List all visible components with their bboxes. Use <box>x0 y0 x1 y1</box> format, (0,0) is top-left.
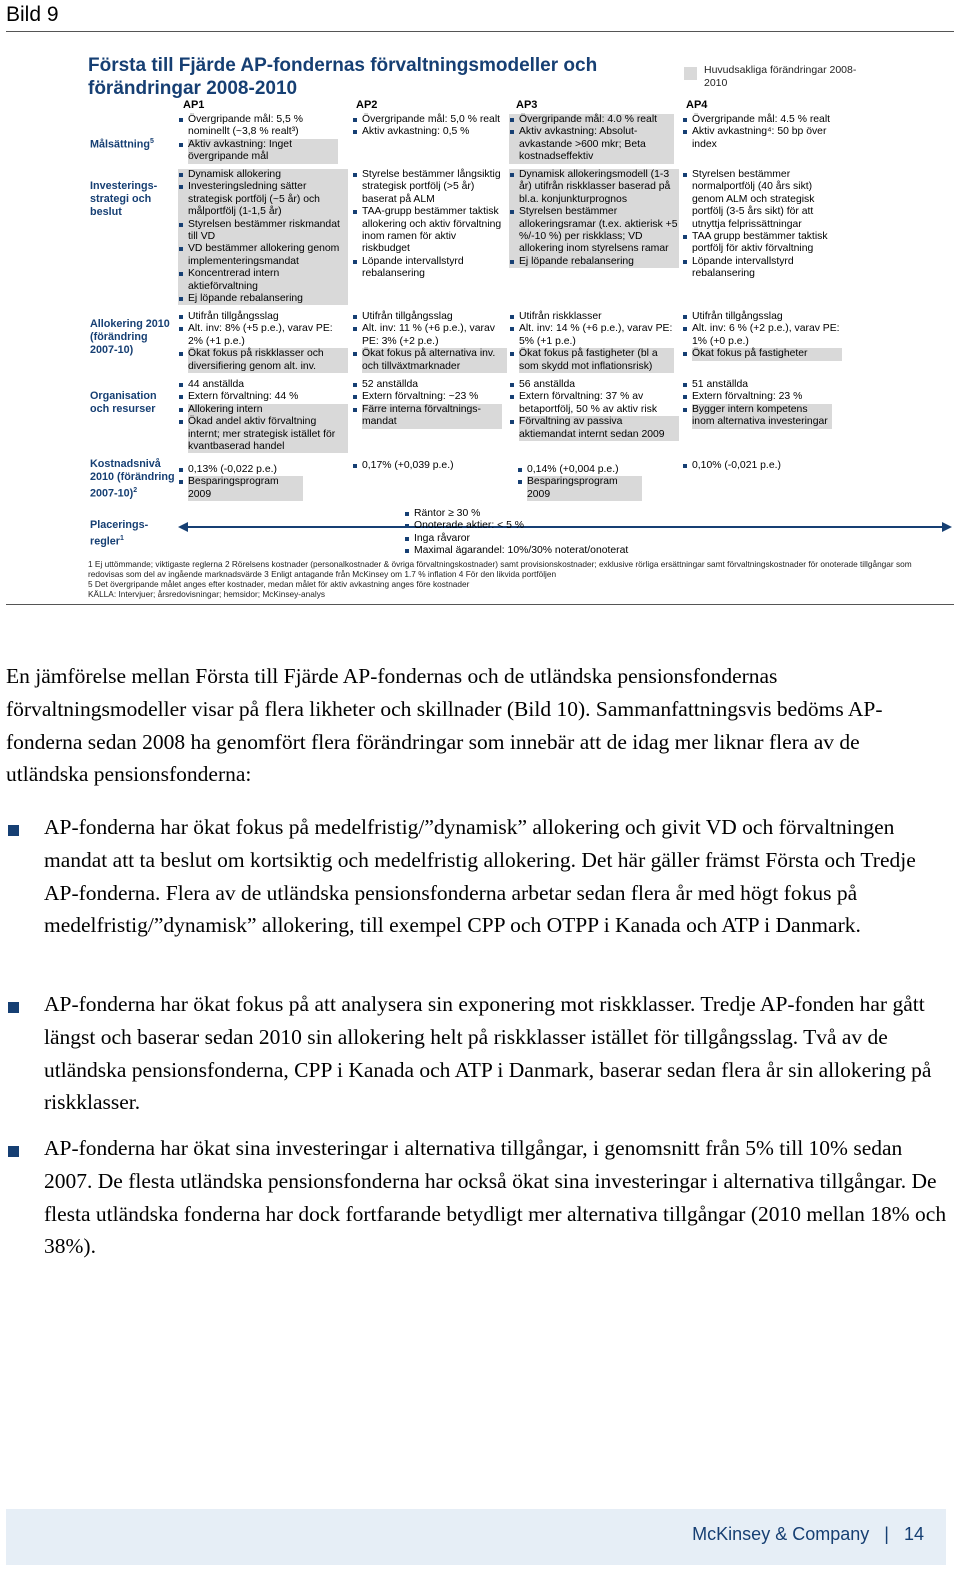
cell-item: Inga råvaror <box>414 533 628 545</box>
cell-item: TAA grupp bestämmer taktisk portfölj för aktiv förvaltning <box>692 231 832 256</box>
bullet-text: AP-fonderna har ökat fokus på medelfristig/”dynamisk” allokering och givit VD och förvaltningen mandat att ta beslut om kortsiktig och medelfristig allokering. Det här gäller främst Första och Tredje AP-fonderna. Flera av de utländska pensionsfonderna arbetar sedan flera år med högt fokus på medelfristig/”dynamisk” allokering, till exempel CPP och OTPP i Kanada och ATP i Danmark. <box>44 815 916 938</box>
cell-investering-ap3 <box>509 169 679 268</box>
cell-item: Extern förvaltning: ~23 % <box>362 391 502 403</box>
cell-allokering-ap1 <box>178 311 348 373</box>
page-number: 14 <box>903 1524 924 1544</box>
legend-swatch <box>684 67 697 80</box>
footnote: 1 Ej uttömmande; viktigaste reglerna 2 Rörelsens kostnader (personalkostnader & övriga förvaltningskostnader) samt provisionskostnader; exklusive rörliga ersättningar samt förvaltningskostnader för onoterade tillgångar som redovisas som del av ingående marknadsvärde 3 Enligt antagande från McKinsey om 1.7 % inflation 4 För den likvida portföljen <box>88 559 912 579</box>
cell-item: Ökat fokus på alternativa inv. och tillväxtmarknader <box>362 348 507 373</box>
cell-allokering-ap3 <box>509 311 674 373</box>
cell-item: 52 anställda <box>362 379 502 391</box>
bullet-square-icon <box>8 825 19 836</box>
cell-item: Alt. inv: 14 % (+6 p.e.), varav PE: 5% (+1 p.e.) <box>519 323 673 347</box>
cell-item: Aktiv avkastning: Inget övergripande mål <box>188 139 338 164</box>
cell-item: 0,13% (-0,022 p.e.) <box>188 464 303 476</box>
cell-item: Färre interna förvaltnings-mandat <box>362 404 502 429</box>
cell-item: Övergripande mål: 4.5 % realt <box>692 114 831 125</box>
cell-item: Ökad andel aktiv förvaltning internt; mer strategisk istället för kvantbaserad handel <box>188 416 348 453</box>
cell-item: Extern förvaltning: 44 % <box>188 391 348 403</box>
cell-malsattning-ap4 <box>682 114 832 151</box>
cell-investering-ap1 <box>178 169 348 305</box>
cell-allokering-ap2 <box>352 311 507 373</box>
cell-item: Bygger intern kompetens inom alternativa investeringar <box>692 404 832 429</box>
cell-item: Styrelsen bestämmer allokeringsramar (t.ex. aktierisk +5 %/-10 %) per riskklass; VD allokering inom styrelsens ramar <box>519 206 678 255</box>
cell-investering-ap4 <box>682 169 832 281</box>
cell-item: Utifrån tillgångsslag <box>188 311 348 323</box>
cell-item: Styrelsen bestämmer normalportfölj (40 års sikt) genom ALM och strategisk portfölj (3-5 års sikt) för att utnyttja felprissättningar <box>692 169 832 231</box>
cell-kostnad-ap2 <box>352 460 502 472</box>
body-paragraph: En jämförelse mellan Första till Fjärde AP-fondernas och de utländska pensionsfondernas förvaltningsmodeller visar på flera likheter och skillnader (Bild 10). Sammanfattningsvis bedöms AP-fonderna sedan 2008 ha genomfört flera förändringar som innebär att de idag mer liknar flera av de utländska pensionsfonderna: <box>6 664 883 787</box>
cell-item: Investeringsledning sätter strategisk portfölj (~5 år) och målportfölj (1-1,5 år) <box>188 181 348 218</box>
footnote: KÄLLA: Intervjuer; årsredovisningar; hemsidor; McKinsey-analys <box>88 589 326 599</box>
cell-item: Extern förvaltning: 23 % <box>692 391 832 403</box>
cell-kostnad-ap3 <box>517 464 642 501</box>
cell-item: Utifrån tillgångsslag <box>692 311 842 323</box>
figure-title: Första till Fjärde AP-fondernas förvaltningsmodeller och förändringar 2008-2010 <box>88 55 598 99</box>
cell-item: Ej löpande rebalansering <box>188 293 348 305</box>
cell-placeringsregler <box>404 508 628 558</box>
cell-item: Räntor ≥ 30 % <box>414 508 628 520</box>
cell-item: Löpande intervallstyrd rebalansering <box>692 256 832 281</box>
row-label-placeringsregler: Placerings-regler$^1$ <box>90 519 149 548</box>
cell-item: Aktiv avkastning: Absolut-avkastande >600 mkr; Beta kostnadseffektiv <box>519 126 674 163</box>
cell-item: Ökat fokus på fastigheter (bl a som skydd mot inflationsrisk) <box>519 348 674 373</box>
cell-item: 0,17% (+0,039 p.e.) <box>362 460 502 472</box>
cell-item: Utifrån tillgångsslag <box>362 311 507 323</box>
cell-item: Alt. inv: 6 % (+2 p.e.), varav PE: 1% (+0 p.e.) <box>692 323 842 348</box>
page-footer <box>6 1509 946 1565</box>
cell-item: Löpande intervallstyrd rebalansering <box>362 256 502 281</box>
cell-item: Onoterade aktier: < 5 % <box>414 520 628 532</box>
cell-malsattning-ap1 <box>178 114 338 164</box>
cell-organisation-ap2 <box>352 379 502 429</box>
cell-item: Aktiv avkastning⁴: 50 bp över index <box>692 126 832 151</box>
row-label-malsattning: Målsättning$^5$ <box>90 138 154 151</box>
cell-item: Besparingsprogram 2009 <box>527 476 642 501</box>
cell-item: Allokering intern <box>188 404 348 416</box>
cell-item: Dynamisk allokeringsmodell (1-3 år) utifrån riskklasser baserad på bl.a. konjunkturprognos <box>519 169 679 206</box>
cell-item: Alt. inv: 8% (+5 p.e.), varav PE: 2% (+1 p.e.) <box>188 323 348 348</box>
legend-text: Huvudsakliga förändringar 2008-2010 <box>704 64 857 89</box>
bullet-square-icon <box>8 1146 19 1157</box>
cell-item: Maximal ägarandel: 10%/30% noterat/onoterat <box>414 545 629 557</box>
cell-item: Ej löpande rebalansering <box>519 256 679 268</box>
cell-kostnad-ap1 <box>178 464 303 501</box>
figure-footnotes <box>88 559 928 599</box>
footer-text <box>692 1524 924 1545</box>
cell-item: Styrelse bestämmer långsiktig strategisk portfölj (>5 år) baserat på ALM <box>362 169 501 205</box>
cell-organisation-ap1 <box>178 379 348 453</box>
cell-kostnad-ap4 <box>682 460 832 472</box>
cell-malsattning-ap3 <box>509 114 674 164</box>
row-label-investeringsstrategi: Investerings-strategi och beslut <box>90 180 158 218</box>
cell-item: TAA-grupp bestämmer taktisk allokering och aktiv förvaltning inom ramen för aktiv riskbudget <box>362 206 502 255</box>
column-header-ap3: AP3 <box>516 99 538 111</box>
cell-item: Alt. inv: 11 % (+6 p.e.), varav PE: 3% (+2 p.e.) <box>362 323 507 348</box>
cell-item: VD bestämmer allokering genom implementeringsmandat <box>188 243 348 268</box>
cell-organisation-ap4 <box>682 379 832 429</box>
cell-item: 51 anställda <box>692 379 832 391</box>
cell-item: Förvaltning av passiva aktiemandat internt sedan 2009 <box>519 416 679 441</box>
figure-top-rule <box>6 31 954 32</box>
cell-item: Utifrån riskklasser <box>519 311 674 323</box>
cell-allokering-ap4 <box>682 311 842 361</box>
cell-item: Övergripande mål: 5,5 % nominellt (~3,8 % realt³) <box>188 114 338 139</box>
cell-item: Övergripande mål: 5,0 % realt <box>362 114 501 125</box>
figure-bottom-rule <box>6 604 954 605</box>
row-label-kostnadsniva: Kostnadsnivå 2010 (förändring 2007-10)$^2$ <box>90 458 175 500</box>
cell-item: Aktiv avkastning: 0,5 % <box>362 126 502 138</box>
footer-separator: | <box>884 1524 889 1544</box>
bullet-text: AP-fonderna har ökat sina investeringar i alternativa tillgångar, i genomsnitt från 5% till 10% sedan 2007. De flesta utländska pensionsfonderna har också ökat sina investeringar i alternativa tillgångar. De flesta utländska fonderna har dock fortfarande betydligt mer alternativa tillgångar (2010 mellan 18% och 38%). <box>44 1136 947 1259</box>
cell-item: Styrelsen bestämmer riskmandat till VD <box>188 219 348 244</box>
cell-investering-ap2 <box>352 169 502 281</box>
bullet-square-icon <box>8 1002 19 1013</box>
cell-item: 0,14% (+0,004 p.e.) <box>527 464 642 476</box>
cell-item: Koncentrerad intern aktieförvaltning <box>188 268 348 293</box>
row-label-organisation: Organisation och resurser <box>90 390 157 415</box>
bullet-text: AP-fonderna har ökat fokus på att analysera sin exponering mot riskklasser. Tredje AP-fonden har gått längst och baserar sedan 2010 sin allokering helt på riskklasser istället för tillgångsslag. Två av de utländska pensionsfonderna, CPP i Kanada och ATP i Danmark, baserar sedan flera år sin allokering på riskklasser. <box>44 992 932 1115</box>
cell-item: Ökat fokus på fastigheter <box>692 348 842 360</box>
cell-organisation-ap3 <box>509 379 679 441</box>
figure-label: Bild 9 <box>6 3 59 26</box>
cell-item: 0,10% (-0,021 p.e.) <box>692 460 832 472</box>
cell-item: Övergripande mål: 4.0 % realt <box>519 114 674 126</box>
cell-item: Besparingsprogram 2009 <box>188 476 303 501</box>
cell-item: 44 anställda <box>188 379 348 391</box>
footer-company: McKinsey & Company <box>692 1524 870 1544</box>
row-label-allokering: Allokering 2010 (förändring 2007-10) <box>90 318 170 356</box>
cell-item: 56 anställda <box>519 379 679 391</box>
footnote: 5 Det övergripande målet anges efter kostnader, medan målet för aktiv avkastning anges före kostnader <box>88 579 470 589</box>
column-header-ap1: AP1 <box>183 99 205 111</box>
cell-item: Ökat fokus på riskklasser och diversifiering genom alt. inv. <box>188 348 348 373</box>
cell-item: Extern förvaltning: 37 % av betaportfölj, 50 % av aktiv risk <box>519 391 679 416</box>
cell-malsattning-ap2 <box>352 114 502 139</box>
column-header-ap4: AP4 <box>686 99 708 111</box>
cell-item: Dynamisk allokering <box>188 169 348 181</box>
column-header-ap2: AP2 <box>356 99 378 111</box>
